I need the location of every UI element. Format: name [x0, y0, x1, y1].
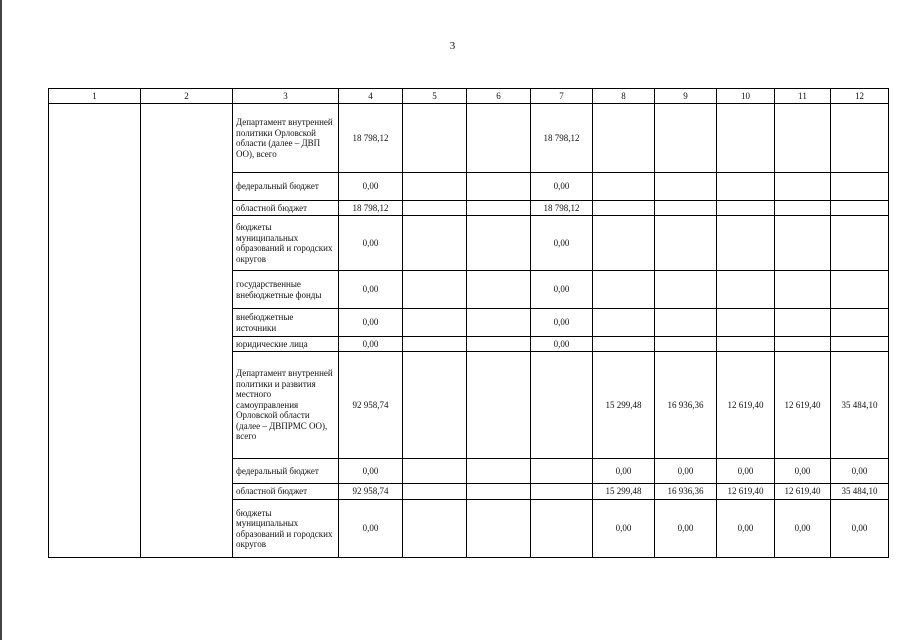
value-cell: 0,00 — [593, 500, 655, 558]
value-cell: 0,00 — [531, 216, 593, 271]
value-cell: 0,00 — [655, 459, 717, 484]
value-cell — [717, 271, 775, 309]
value-cell: 0,00 — [339, 173, 403, 201]
value-cell — [717, 309, 775, 337]
value-cell — [403, 173, 467, 201]
column-header: 5 — [403, 89, 467, 104]
value-cell: 0,00 — [775, 500, 831, 558]
value-cell — [775, 173, 831, 201]
funding-source-label: государственные внебюджетные фонды — [233, 271, 339, 309]
value-cell — [467, 459, 531, 484]
value-cell: 0,00 — [655, 500, 717, 558]
value-cell — [593, 216, 655, 271]
funding-source-label: федеральный бюджет — [233, 459, 339, 484]
value-cell — [831, 104, 889, 173]
value-cell: 0,00 — [831, 459, 889, 484]
cell-col1 — [49, 104, 141, 558]
value-cell — [831, 309, 889, 337]
value-cell: 12 619,40 — [775, 484, 831, 500]
value-cell: 18 798,12 — [339, 104, 403, 173]
value-cell — [467, 271, 531, 309]
value-cell: 0,00 — [531, 271, 593, 309]
value-cell — [775, 309, 831, 337]
value-cell: 0,00 — [775, 459, 831, 484]
value-cell — [831, 271, 889, 309]
column-header: 8 — [593, 89, 655, 104]
value-cell: 0,00 — [531, 173, 593, 201]
value-cell: 12 619,40 — [717, 352, 775, 459]
value-cell — [403, 500, 467, 558]
value-cell: 0,00 — [593, 459, 655, 484]
value-cell — [403, 459, 467, 484]
value-cell — [655, 309, 717, 337]
value-cell — [831, 337, 889, 352]
value-cell — [655, 173, 717, 201]
value-cell: 18 798,12 — [339, 201, 403, 216]
value-cell: 16 936,36 — [655, 484, 717, 500]
value-cell — [593, 337, 655, 352]
value-cell: 12 619,40 — [775, 352, 831, 459]
value-cell — [775, 201, 831, 216]
funding-source-label: бюджеты муниципальных образований и городских округов — [233, 216, 339, 271]
column-header: 10 — [717, 89, 775, 104]
value-cell — [717, 173, 775, 201]
value-cell — [467, 337, 531, 352]
funding-source-label: юридические лица — [233, 337, 339, 352]
column-header: 11 — [775, 89, 831, 104]
value-cell — [531, 352, 593, 459]
funding-source-label: Департамент внутренней политики Орловской области (далее – ДВП ОО), всего — [233, 104, 339, 173]
value-cell: 0,00 — [339, 309, 403, 337]
value-cell — [467, 201, 531, 216]
column-header: 1 — [49, 89, 141, 104]
value-cell — [593, 104, 655, 173]
value-cell: 15 299,48 — [593, 352, 655, 459]
funding-source-label: областной бюджет — [233, 484, 339, 500]
value-cell — [593, 271, 655, 309]
value-cell — [403, 484, 467, 500]
header-row — [49, 89, 889, 104]
funding-source-label: областной бюджет — [233, 201, 339, 216]
value-cell: 0,00 — [531, 337, 593, 352]
value-cell — [403, 216, 467, 271]
scan-edge-line — [0, 0, 2, 640]
value-cell: 0,00 — [339, 337, 403, 352]
value-cell — [403, 352, 467, 459]
value-cell — [831, 216, 889, 271]
budget-table — [48, 88, 889, 558]
value-cell — [593, 309, 655, 337]
value-cell — [531, 459, 593, 484]
value-cell — [717, 216, 775, 271]
value-cell: 0,00 — [339, 216, 403, 271]
value-cell — [403, 271, 467, 309]
column-header: 9 — [655, 89, 717, 104]
value-cell — [831, 173, 889, 201]
funding-source-label: федеральный бюджет — [233, 173, 339, 201]
value-cell: 92 958,74 — [339, 484, 403, 500]
value-cell — [593, 201, 655, 216]
value-cell: 0,00 — [339, 459, 403, 484]
value-cell — [467, 352, 531, 459]
value-cell — [775, 271, 831, 309]
table-row — [49, 104, 889, 173]
funding-source-label: бюджеты муниципальных образований и городских округов — [233, 500, 339, 558]
value-cell — [403, 337, 467, 352]
value-cell: 0,00 — [339, 271, 403, 309]
value-cell: 15 299,48 — [593, 484, 655, 500]
value-cell — [467, 500, 531, 558]
value-cell — [403, 201, 467, 216]
value-cell — [655, 104, 717, 173]
value-cell — [467, 484, 531, 500]
value-cell — [655, 337, 717, 352]
value-cell — [467, 216, 531, 271]
value-cell — [593, 173, 655, 201]
value-cell: 35 484,10 — [831, 352, 889, 459]
column-header: 7 — [531, 89, 593, 104]
value-cell — [775, 104, 831, 173]
funding-source-label: внебюджетные источники — [233, 309, 339, 337]
column-header: 4 — [339, 89, 403, 104]
value-cell: 18 798,12 — [531, 104, 593, 173]
value-cell — [717, 104, 775, 173]
column-header: 12 — [831, 89, 889, 104]
value-cell — [531, 500, 593, 558]
value-cell: 92 958,74 — [339, 352, 403, 459]
column-header: 2 — [141, 89, 233, 104]
value-cell — [467, 104, 531, 173]
column-header: 6 — [467, 89, 531, 104]
value-cell: 12 619,40 — [717, 484, 775, 500]
value-cell — [403, 104, 467, 173]
value-cell: 16 936,36 — [655, 352, 717, 459]
value-cell: 0,00 — [339, 500, 403, 558]
value-cell — [717, 201, 775, 216]
value-cell — [775, 216, 831, 271]
value-cell: 0,00 — [717, 500, 775, 558]
value-cell — [831, 201, 889, 216]
column-header: 3 — [233, 89, 339, 104]
value-cell: 0,00 — [531, 309, 593, 337]
value-cell — [531, 484, 593, 500]
value-cell: 0,00 — [717, 459, 775, 484]
value-cell — [775, 337, 831, 352]
value-cell — [655, 201, 717, 216]
value-cell: 18 798,12 — [531, 201, 593, 216]
page-number: 3 — [449, 40, 456, 52]
cell-col2 — [141, 104, 233, 558]
value-cell — [403, 309, 467, 337]
value-cell — [467, 309, 531, 337]
value-cell: 35 484,10 — [831, 484, 889, 500]
value-cell — [655, 216, 717, 271]
value-cell: 0,00 — [831, 500, 889, 558]
value-cell — [717, 337, 775, 352]
funding-source-label: Департамент внутренней политики и развития местного самоуправления Орловской области (далее – ДВПРМС ОО), всего — [233, 352, 339, 459]
value-cell — [655, 271, 717, 309]
value-cell — [467, 173, 531, 201]
